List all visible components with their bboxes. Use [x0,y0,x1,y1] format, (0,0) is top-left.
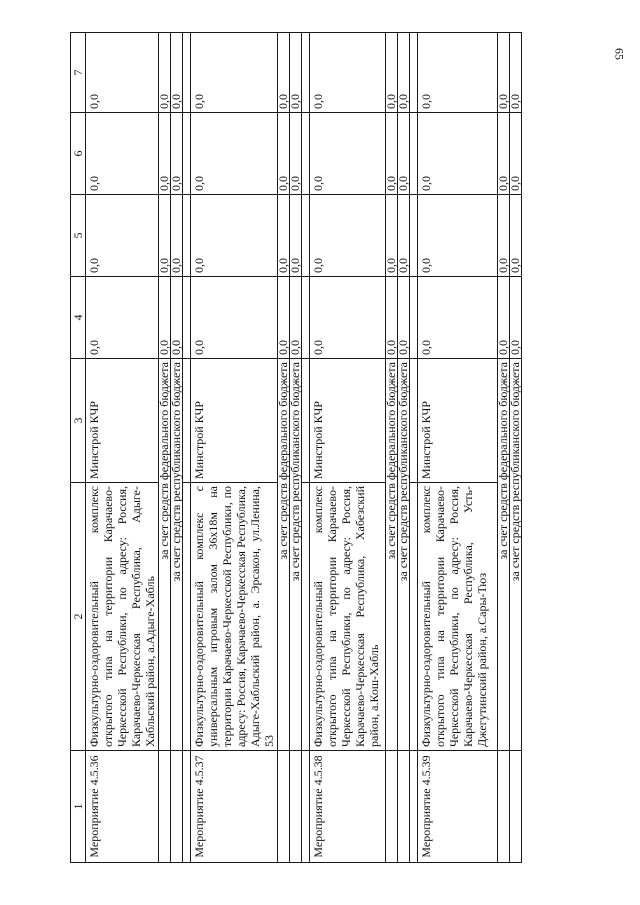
measure-value: 0,0 [191,195,278,277]
spacer-cell [410,113,418,195]
page-number: 65 [612,48,627,60]
program-table [70,32,522,863]
funding-source-value: 0,0 [510,277,522,359]
measure-description: Физкультурно-оздоровительный комплекс с универсальным игровым залом 36х18м на территории Карачаево-Черкесской Республики, по адресу: Россия, Карачаево-Черкесская Республика, Адыге-Хабльский район, а. Эрсакон, ул.Ленина, 53 [191,483,278,751]
header-cell-3: 3 [71,359,86,483]
funding-source-label: за счет средств республиканского бюджета [398,359,410,751]
spacer-cell [183,33,191,113]
funding-source-row [398,33,410,863]
measure-description: Физкультурно-оздоровительный комплекс открытого типа на территории Карачаево-Черкесской Республики, по адресу: Россия, Карачаево-Черкесская Республика, Адыге-Хабльский район, а.Адыге-Хабль [86,483,159,751]
spacer-cell [302,277,310,359]
measure-row [86,33,159,863]
spacer-cell [302,33,310,113]
source-spacer [498,751,510,863]
source-spacer [510,751,522,863]
spacer-cell [302,195,310,277]
funding-source-value: 0,0 [398,113,410,195]
spacer-cell [410,195,418,277]
spacer-cell [302,483,310,751]
measure-value: 0,0 [86,277,159,359]
spacer-row [183,33,191,863]
measure-executor: Минстрой КЧР [310,359,386,483]
spacer-cell [302,113,310,195]
funding-source-value: 0,0 [386,113,398,195]
measure-name: Мероприятие 4.5.38 [310,751,386,863]
funding-source-value: 0,0 [159,277,171,359]
funding-source-label: за счет средств федерального бюджета [386,359,398,751]
funding-source-value: 0,0 [290,277,302,359]
measure-value: 0,0 [86,113,159,195]
funding-source-value: 0,0 [159,113,171,195]
measure-executor: Минстрой КЧР [418,359,498,483]
header-cell-4: 4 [71,277,86,359]
spacer-row [410,33,418,863]
funding-source-label: за счет средств федерального бюджета [498,359,510,751]
funding-source-value: 0,0 [386,33,398,113]
spacer-cell [302,751,310,863]
funding-source-value: 0,0 [290,195,302,277]
funding-source-row [510,33,522,863]
funding-source-value: 0,0 [510,33,522,113]
measure-value: 0,0 [191,33,278,113]
source-spacer [278,751,290,863]
funding-source-value: 0,0 [278,33,290,113]
funding-source-value: 0,0 [171,277,183,359]
spacer-cell [183,195,191,277]
funding-source-value: 0,0 [498,33,510,113]
funding-source-value: 0,0 [510,195,522,277]
measure-description: Физкультурно-оздоровительный комплекс открытого типа на территории Карачаево-Черкесской Республики, по адресу: Россия, Карачаево-Черкесская Республика, Усть-Джегутинский район, а.Сары-Тюз [418,483,498,751]
funding-source-value: 0,0 [278,277,290,359]
measure-executor: Минстрой КЧР [86,359,159,483]
spacer-cell [183,751,191,863]
funding-source-value: 0,0 [386,195,398,277]
spacer-cell [410,483,418,751]
funding-source-value: 0,0 [159,33,171,113]
funding-source-value: 0,0 [498,277,510,359]
spacer-row [302,33,310,863]
funding-source-value: 0,0 [498,195,510,277]
source-spacer [290,751,302,863]
funding-source-value: 0,0 [278,113,290,195]
funding-source-label: за счет средств федерального бюджета [159,359,171,751]
measure-row [418,33,498,863]
source-spacer [386,751,398,863]
spacer-cell [410,33,418,113]
funding-source-value: 0,0 [171,113,183,195]
funding-source-value: 0,0 [171,33,183,113]
measure-name: Мероприятие 4.5.39 [418,751,498,863]
funding-source-value: 0,0 [159,195,171,277]
measure-value: 0,0 [191,113,278,195]
rotated-page [70,33,585,863]
funding-source-label: за счет средств республиканского бюджета [171,359,183,751]
spacer-cell [410,277,418,359]
spacer-cell [183,113,191,195]
funding-source-row [171,33,183,863]
measure-value: 0,0 [418,33,498,113]
measure-value: 0,0 [191,277,278,359]
measure-value: 0,0 [418,277,498,359]
measure-value: 0,0 [418,195,498,277]
funding-source-value: 0,0 [386,277,398,359]
measure-row [310,33,386,863]
source-spacer [398,751,410,863]
measure-value: 0,0 [86,33,159,113]
measure-row [191,33,278,863]
measure-value: 0,0 [310,33,386,113]
header-cell-5: 5 [71,195,86,277]
source-spacer [171,751,183,863]
measure-executor: Минстрой КЧР [191,359,278,483]
source-spacer [159,751,171,863]
measure-value: 0,0 [86,195,159,277]
spacer-cell [183,277,191,359]
funding-source-label: за счет средств республиканского бюджета [290,359,302,751]
header-cell-2: 2 [71,483,86,751]
header-cell-6: 6 [71,113,86,195]
spacer-cell [183,483,191,751]
funding-source-value: 0,0 [278,195,290,277]
measure-value: 0,0 [418,113,498,195]
funding-source-value: 0,0 [290,33,302,113]
spacer-cell [302,359,310,483]
spacer-cell [410,359,418,483]
measure-description: Физкультурно-оздоровительный комплекс открытого типа на территории Карачаево-Черкесской Республики, по адресу: Россия, Карачаево-Черкесская Республика, Хабезский район, а.Кош-Хабль [310,483,386,751]
measure-name: Мероприятие 4.5.37 [191,751,278,863]
measure-value: 0,0 [310,277,386,359]
header-cell-7: 7 [71,33,86,113]
funding-source-label: за счет средств республиканского бюджета [510,359,522,751]
spacer-cell [410,751,418,863]
funding-source-value: 0,0 [398,33,410,113]
measure-value: 0,0 [310,113,386,195]
table-body [71,33,522,863]
funding-source-value: 0,0 [398,195,410,277]
header-row [71,33,86,863]
funding-source-value: 0,0 [510,113,522,195]
funding-source-value: 0,0 [290,113,302,195]
funding-source-value: 0,0 [498,113,510,195]
measure-value: 0,0 [310,195,386,277]
header-cell-1: 1 [71,751,86,863]
measure-name: Мероприятие 4.5.36 [86,751,159,863]
funding-source-row [290,33,302,863]
funding-source-label: за счет средств федерального бюджета [278,359,290,751]
funding-source-value: 0,0 [398,277,410,359]
spacer-cell [183,359,191,483]
funding-source-value: 0,0 [171,195,183,277]
